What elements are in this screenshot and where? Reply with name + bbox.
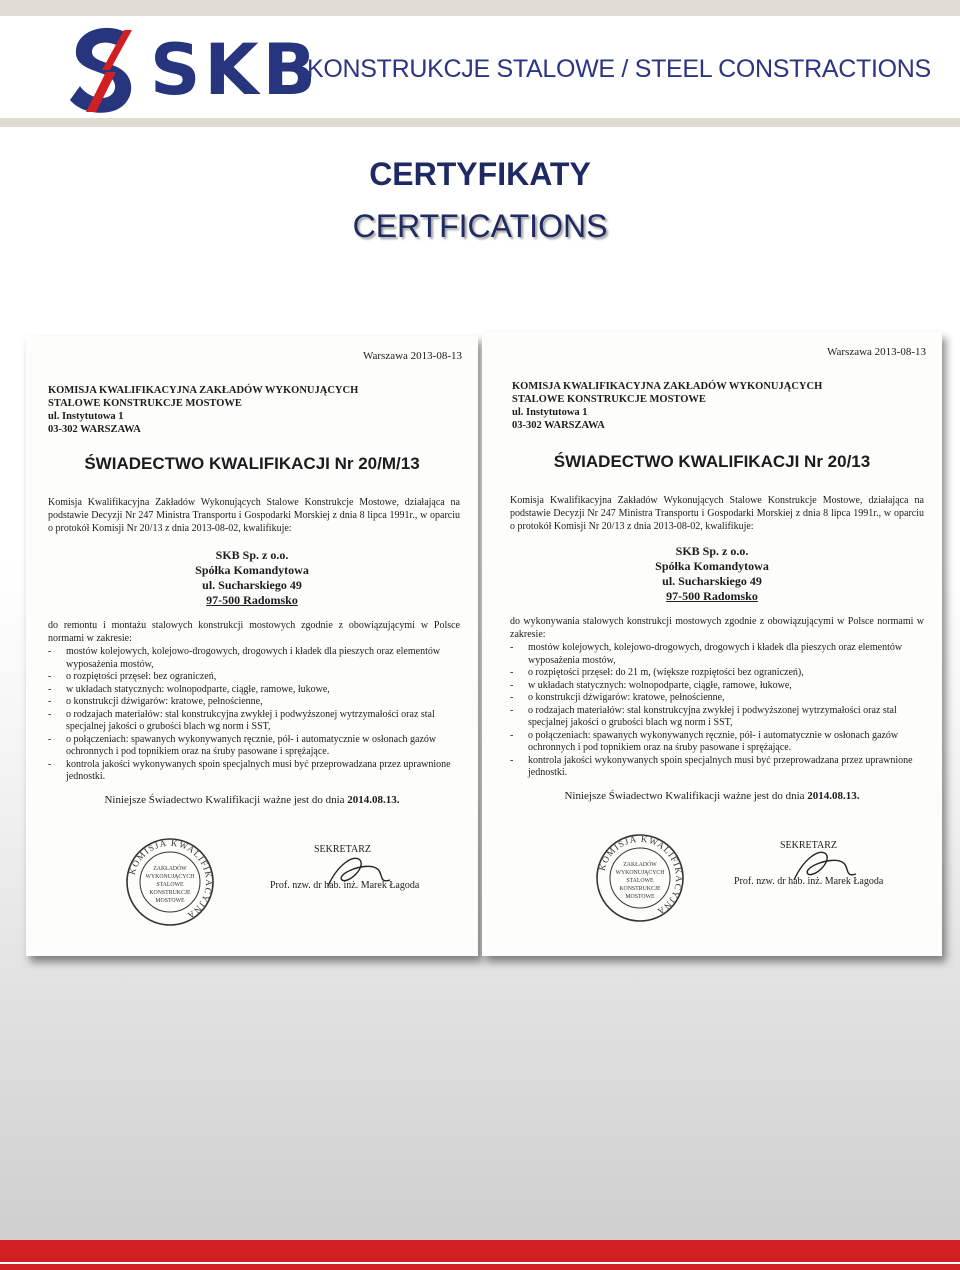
scope-item: - o połączeniach: spawanych wykonywanych ręcznie, pół- i automatycznie w osłonach gazów ochronnych i pod topnikiem oraz na śruby pasowane i sprężające. — [48, 734, 460, 759]
top-band — [0, 0, 960, 16]
certificate-scope-intro: do wykonywania stalowych konstrukcji mostowych zgodnie z obowiązującymi w Polsce normami w zakresie: — [510, 616, 924, 640]
validity-text: Niniejsze Świadectwo Kwalifikacji ważne jest do dnia — [104, 794, 345, 806]
certificate-scope-list — [48, 646, 460, 784]
company-line: ul. Sucharskiego 49 — [202, 578, 302, 592]
company-line: Spółka Komandytowa — [655, 559, 769, 573]
company-line: ul. Sucharskiego 49 — [662, 574, 762, 588]
certificate-document — [26, 336, 478, 956]
certificate-title: ŚWIADECTWO KWALIFIKACJI Nr 20/M/13 — [84, 454, 420, 473]
company-line: 97-500 Radomsko — [666, 589, 758, 603]
scope-item: - o połączeniach: spawanych wykonywanych ręcznie, pół- i automatycznie w osłonach gazów ochronnych i pod topnikiem oraz na śruby pasowane i sprężające. — [510, 730, 924, 755]
certificate-validity — [482, 790, 942, 802]
header-divider — [0, 118, 960, 127]
company-line: Spółka Komandytowa — [195, 563, 309, 577]
svg-text:ZAKŁADÓW: ZAKŁADÓW — [623, 862, 657, 868]
signatory-name: Prof. nzw. dr hab. inż. Marek Łagoda — [734, 876, 884, 887]
footer-band — [0, 1240, 960, 1270]
scope-item: - o konstrukcji dźwigarów: kratowe, pełnościenne, — [510, 692, 924, 705]
issuer-line: KOMISJA KWALIFIKACYJNA ZAKŁADÓW WYKONUJĄCYCH — [512, 381, 823, 392]
certificate-validity — [26, 794, 478, 806]
seal-stamp-icon — [594, 832, 686, 924]
page-subtitle: CERTFICATIONS — [352, 208, 608, 244]
issuer-line: ul. Instytutowa 1 — [512, 407, 588, 418]
s-logo-icon — [66, 24, 144, 116]
company-line: 97-500 Radomsko — [206, 593, 298, 607]
svg-text:ZAKŁADÓW: ZAKŁADÓW — [153, 866, 187, 872]
scope-item: - kontrola jakości wykonywanych spoin specjalnych musi być przeprowadzana przez uprawnione jednostki. — [48, 759, 460, 784]
company-line: SKB Sp. z o.o. — [675, 544, 749, 558]
scope-item: - o rozpiętości przęseł: do 21 m, (większe rozpiętości bez ograniczeń), — [510, 667, 924, 680]
certificate-scope-intro: do remontu i montażu stalowych konstrukcji mostowych zgodnie z obowiązującymi w Polsce normami w zakresie: — [48, 620, 460, 644]
scope-item: - kontrola jakości wykonywanych spoin specjalnych musi być przeprowadzana przez uprawnione jednostki. — [510, 755, 924, 780]
scope-item: - o konstrukcji dźwigarów: kratowe, pełnościenne, — [48, 696, 460, 709]
issuer-line: STALOWE KONSTRUKCJE MOSTOWE — [512, 394, 706, 405]
validity-text: Niniejsze Świadectwo Kwalifikacji ważne jest do dnia — [564, 790, 805, 802]
certificate-intro: Komisja Kwalifikacyjna Zakładów Wykonujących Stalowe Konstrukcje Mostowe, działająca na podstawie Decyzji Nr 247 Ministra Transportu i Gospodarki Morskiej z dnia 8 lipca 1991r., w oparciu o protokół Komisji Nr 20/13 z dnia 2013-08-02, kwalifikuje: — [48, 497, 460, 534]
secretary-label: SEKRETARZ — [780, 840, 837, 851]
certificate-scope-list — [510, 642, 924, 780]
scope-item: - o rodzajach materiałów: stal konstrukcyjna zwykłej i podwyższonej wytrzymałości oraz stal specjalnej jakości o grubości blach wg norm i SST, — [510, 705, 924, 730]
secretary-label: SEKRETARZ — [314, 844, 371, 855]
scope-item: - mostów kolejowych, kolejowo-drogowych, drogowych i kładek dla pieszych oraz elementów wyposażenia mostów, — [510, 642, 924, 667]
svg-text:STALOWE: STALOWE — [156, 882, 184, 888]
issuer-line: KOMISJA KWALIFIKACYJNA ZAKŁADÓW WYKONUJĄCYCH — [48, 385, 359, 396]
certificate-issuer — [48, 384, 408, 436]
svg-text:WYKONUJĄCYCH: WYKONUJĄCYCH — [145, 874, 195, 880]
certificate-document — [482, 332, 942, 956]
svg-text:MOSTOWE: MOSTOWE — [155, 898, 185, 904]
seal-stamp-icon — [124, 836, 216, 928]
page-title: CERTYFIKATY — [369, 156, 591, 192]
svg-text:KONSTRUKCJE: KONSTRUKCJE — [149, 890, 191, 896]
certificate-intro: Komisja Kwalifikacyjna Zakładów Wykonujących Stalowe Konstrukcje Mostowe, działająca na podstawie Decyzji Nr 247 Ministra Transportu i Gospodarki Morskiej z dnia 8 lipca 1991r., w oparciu o protokół Komisji Nr 20/13 z dnia 2013-08-02, kwalifikuje: — [510, 495, 924, 532]
header-title: KONSTRUKCJE STALOWE / STEEL CONSTRACTIONS — [307, 55, 931, 83]
signatory-name: Prof. nzw. dr hab. inż. Marek Łagoda — [270, 880, 420, 891]
company-line: SKB Sp. z o.o. — [215, 548, 289, 562]
issuer-line: STALOWE KONSTRUKCJE MOSTOWE — [48, 398, 242, 409]
scope-item: - mostów kolejowych, kolejowo-drogowych, drogowych i kładek dla pieszych oraz elementów wyposażenia mostów, — [48, 646, 460, 671]
certificate-company — [482, 544, 942, 604]
certificate-issuer — [512, 380, 872, 432]
issuer-line: ul. Instytutowa 1 — [48, 411, 124, 422]
svg-text:MOSTOWE: MOSTOWE — [625, 894, 655, 900]
validity-date: 2014.08.13. — [347, 794, 400, 806]
logo-text: SKB — [150, 29, 321, 111]
issuer-line: 03-302 WARSZAWA — [48, 424, 141, 435]
svg-text:STALOWE: STALOWE — [626, 878, 654, 884]
issuer-line: 03-302 WARSZAWA — [512, 420, 605, 431]
svg-text:KOMISJA KWALIFIKACYJNA: KOMISJA KWALIFIKACYJNA — [126, 837, 215, 922]
certificate-date: Warszawa 2013-08-13 — [827, 346, 926, 358]
certificate-title: ŚWIADECTWO KWALIFIKACJI Nr 20/13 — [553, 452, 871, 471]
svg-text:KONSTRUKCJE: KONSTRUKCJE — [619, 886, 661, 892]
certificate-date: Warszawa 2013-08-13 — [363, 350, 462, 362]
validity-date: 2014.08.13. — [807, 790, 860, 802]
company-logo — [66, 24, 321, 116]
footer-stripe — [0, 1262, 960, 1264]
scope-item: - o rozpiętości przęseł: bez ograniczeń, — [48, 671, 460, 684]
scope-item: - o rodzajach materiałów: stal konstrukcyjna zwykłej i podwyższonej wytrzymałości oraz stal specjalnej jakości o grubości blach wg norm i SST, — [48, 709, 460, 734]
svg-text:WYKONUJĄCYCH: WYKONUJĄCYCH — [615, 870, 665, 876]
scope-item: - w układach statycznych: wolnopodparte, ciągłe, ramowe, łukowe, — [510, 680, 924, 693]
certificate-company — [26, 548, 478, 608]
svg-text:KOMISJA KWALIFIKACYJNA: KOMISJA KWALIFIKACYJNA — [596, 833, 685, 918]
scope-item: - w układach statycznych: wolnopodparte, ciągłe, ramowe, łukowe, — [48, 684, 460, 697]
